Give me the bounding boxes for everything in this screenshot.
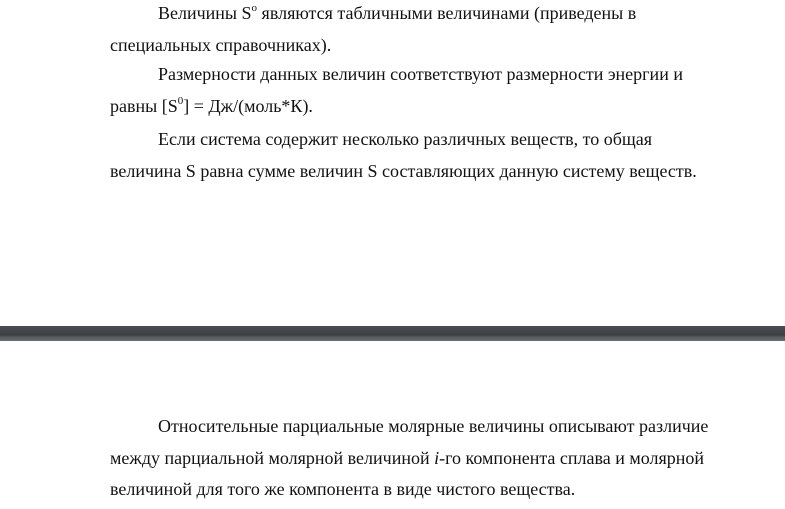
text-line: [110, 91, 750, 123]
text-fragment: -го компонента сплава и молярной: [439, 447, 705, 468]
page-separator: [0, 326, 785, 341]
text-line: специальных справочниках).: [110, 34, 332, 55]
paragraph-entropy-units: [110, 59, 750, 122]
text-fragment: являются табличными величинами (приведены в: [257, 3, 637, 23]
text-line: Размерности данных величин соответствуют размерности энергии и: [158, 64, 683, 84]
text-line: величиной для того же компонента в виде чистого вещества.: [110, 479, 576, 499]
text-fragment: Величины S: [158, 3, 252, 23]
italic-index-i: i: [434, 447, 440, 468]
text-line: [110, 443, 750, 475]
text-line: [110, 0, 750, 30]
paragraph-total-entropy: [110, 124, 750, 187]
text-line: Если система содержит несколько различных веществ, то общая: [158, 129, 652, 149]
text-fragment: ] = Дж/(моль*К).: [183, 95, 313, 116]
text-fragment: между парциальной молярной величиной: [110, 447, 435, 468]
text-line: величина S равна сумме величин S составляющих данную систему веществ.: [110, 160, 697, 181]
paragraph-relative-partial-molar: [110, 411, 750, 506]
paragraph-standard-entropy-tabular: [110, 0, 750, 61]
text-line: Относительные парциальные молярные величины описывают различие: [158, 416, 709, 436]
text-fragment: равны [S: [110, 95, 178, 116]
document-page-bottom: [0, 341, 785, 509]
superscript-zero: 0: [177, 94, 184, 107]
superscript-degree: o: [251, 2, 258, 14]
